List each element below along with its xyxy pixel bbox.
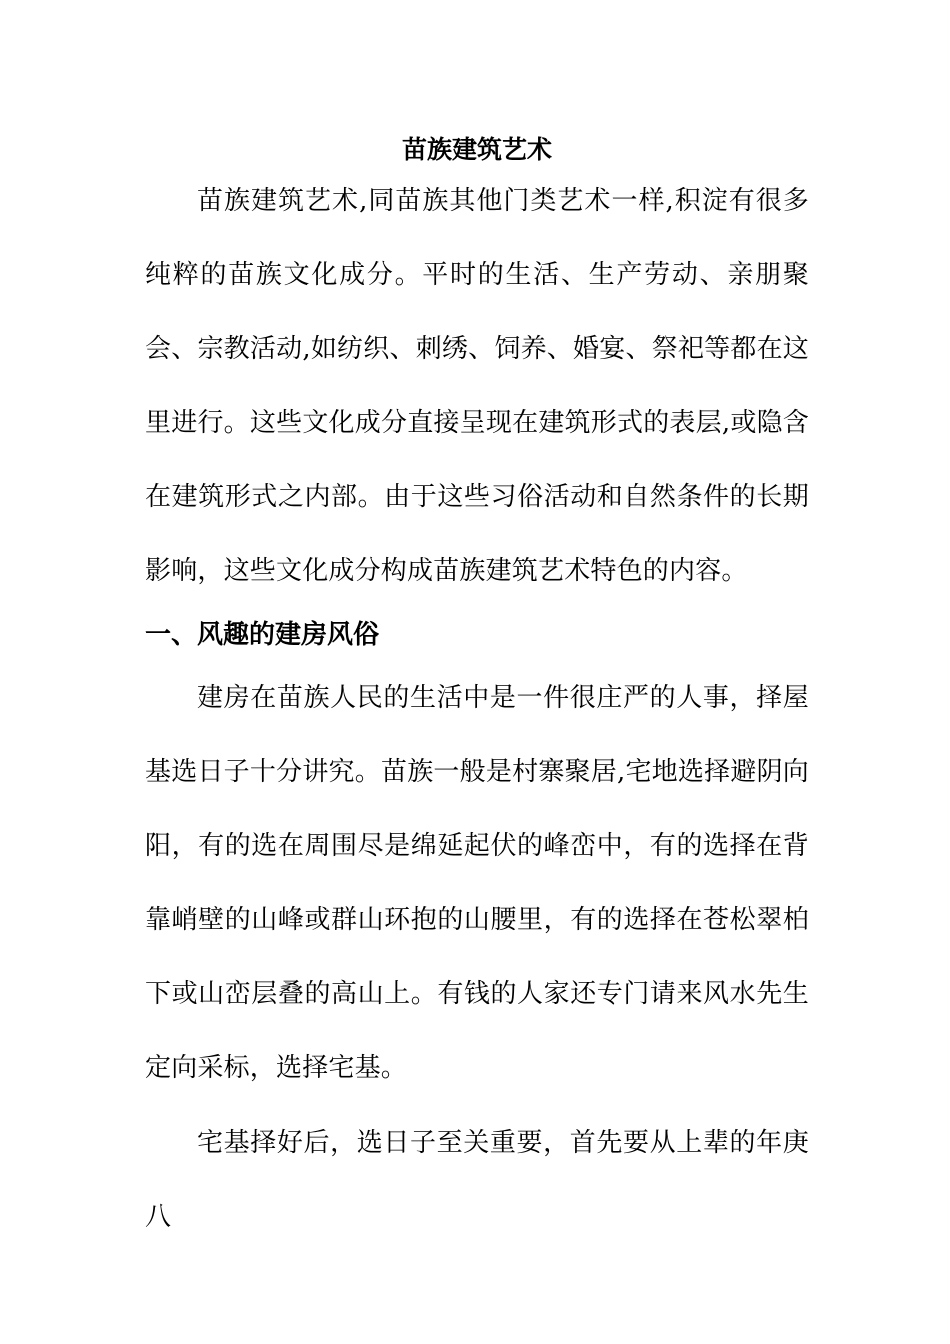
section-heading: 一、风趣的建房风俗: [145, 620, 380, 650]
intro-paragraph: 苗族建筑艺术,同苗族其他门类艺术一样,积淀有很多纯粹的苗族文化成分。平时的生活、生产劳动、亲朋聚会、宗教活动,如纺织、刺绣、饲养、婚宴、祭祀等都在这里进行。这些文化成分直接呈现在建筑形式的表层,或隐含在建筑形式之内部。由于这些习俗活动和自然条件的长期影响，这些文化成分构成苗族建筑艺术特色的内容。: [145, 186, 809, 586]
section-paragraph-2: 宅基择好后，选日子至关重要，首先要从上辈的年庚八: [145, 1128, 809, 1232]
page-title: 苗族建筑艺术: [401, 135, 552, 164]
section-paragraph-1: 建房在苗族人民的生活中是一件很庄严的人事，择屋基选日子十分讲究。苗族一般是村寨聚居,宅地选择避阴向阳，有的选在周围尽是绵延起伏的峰峦中，有的选择在背靠峭壁的山峰或群山环抱的山腰里，有的选择在苍松翠柏下或山峦层叠的高山上。有钱的人家还专门请来风水先生定向采标，选择宅基。: [145, 683, 809, 1083]
